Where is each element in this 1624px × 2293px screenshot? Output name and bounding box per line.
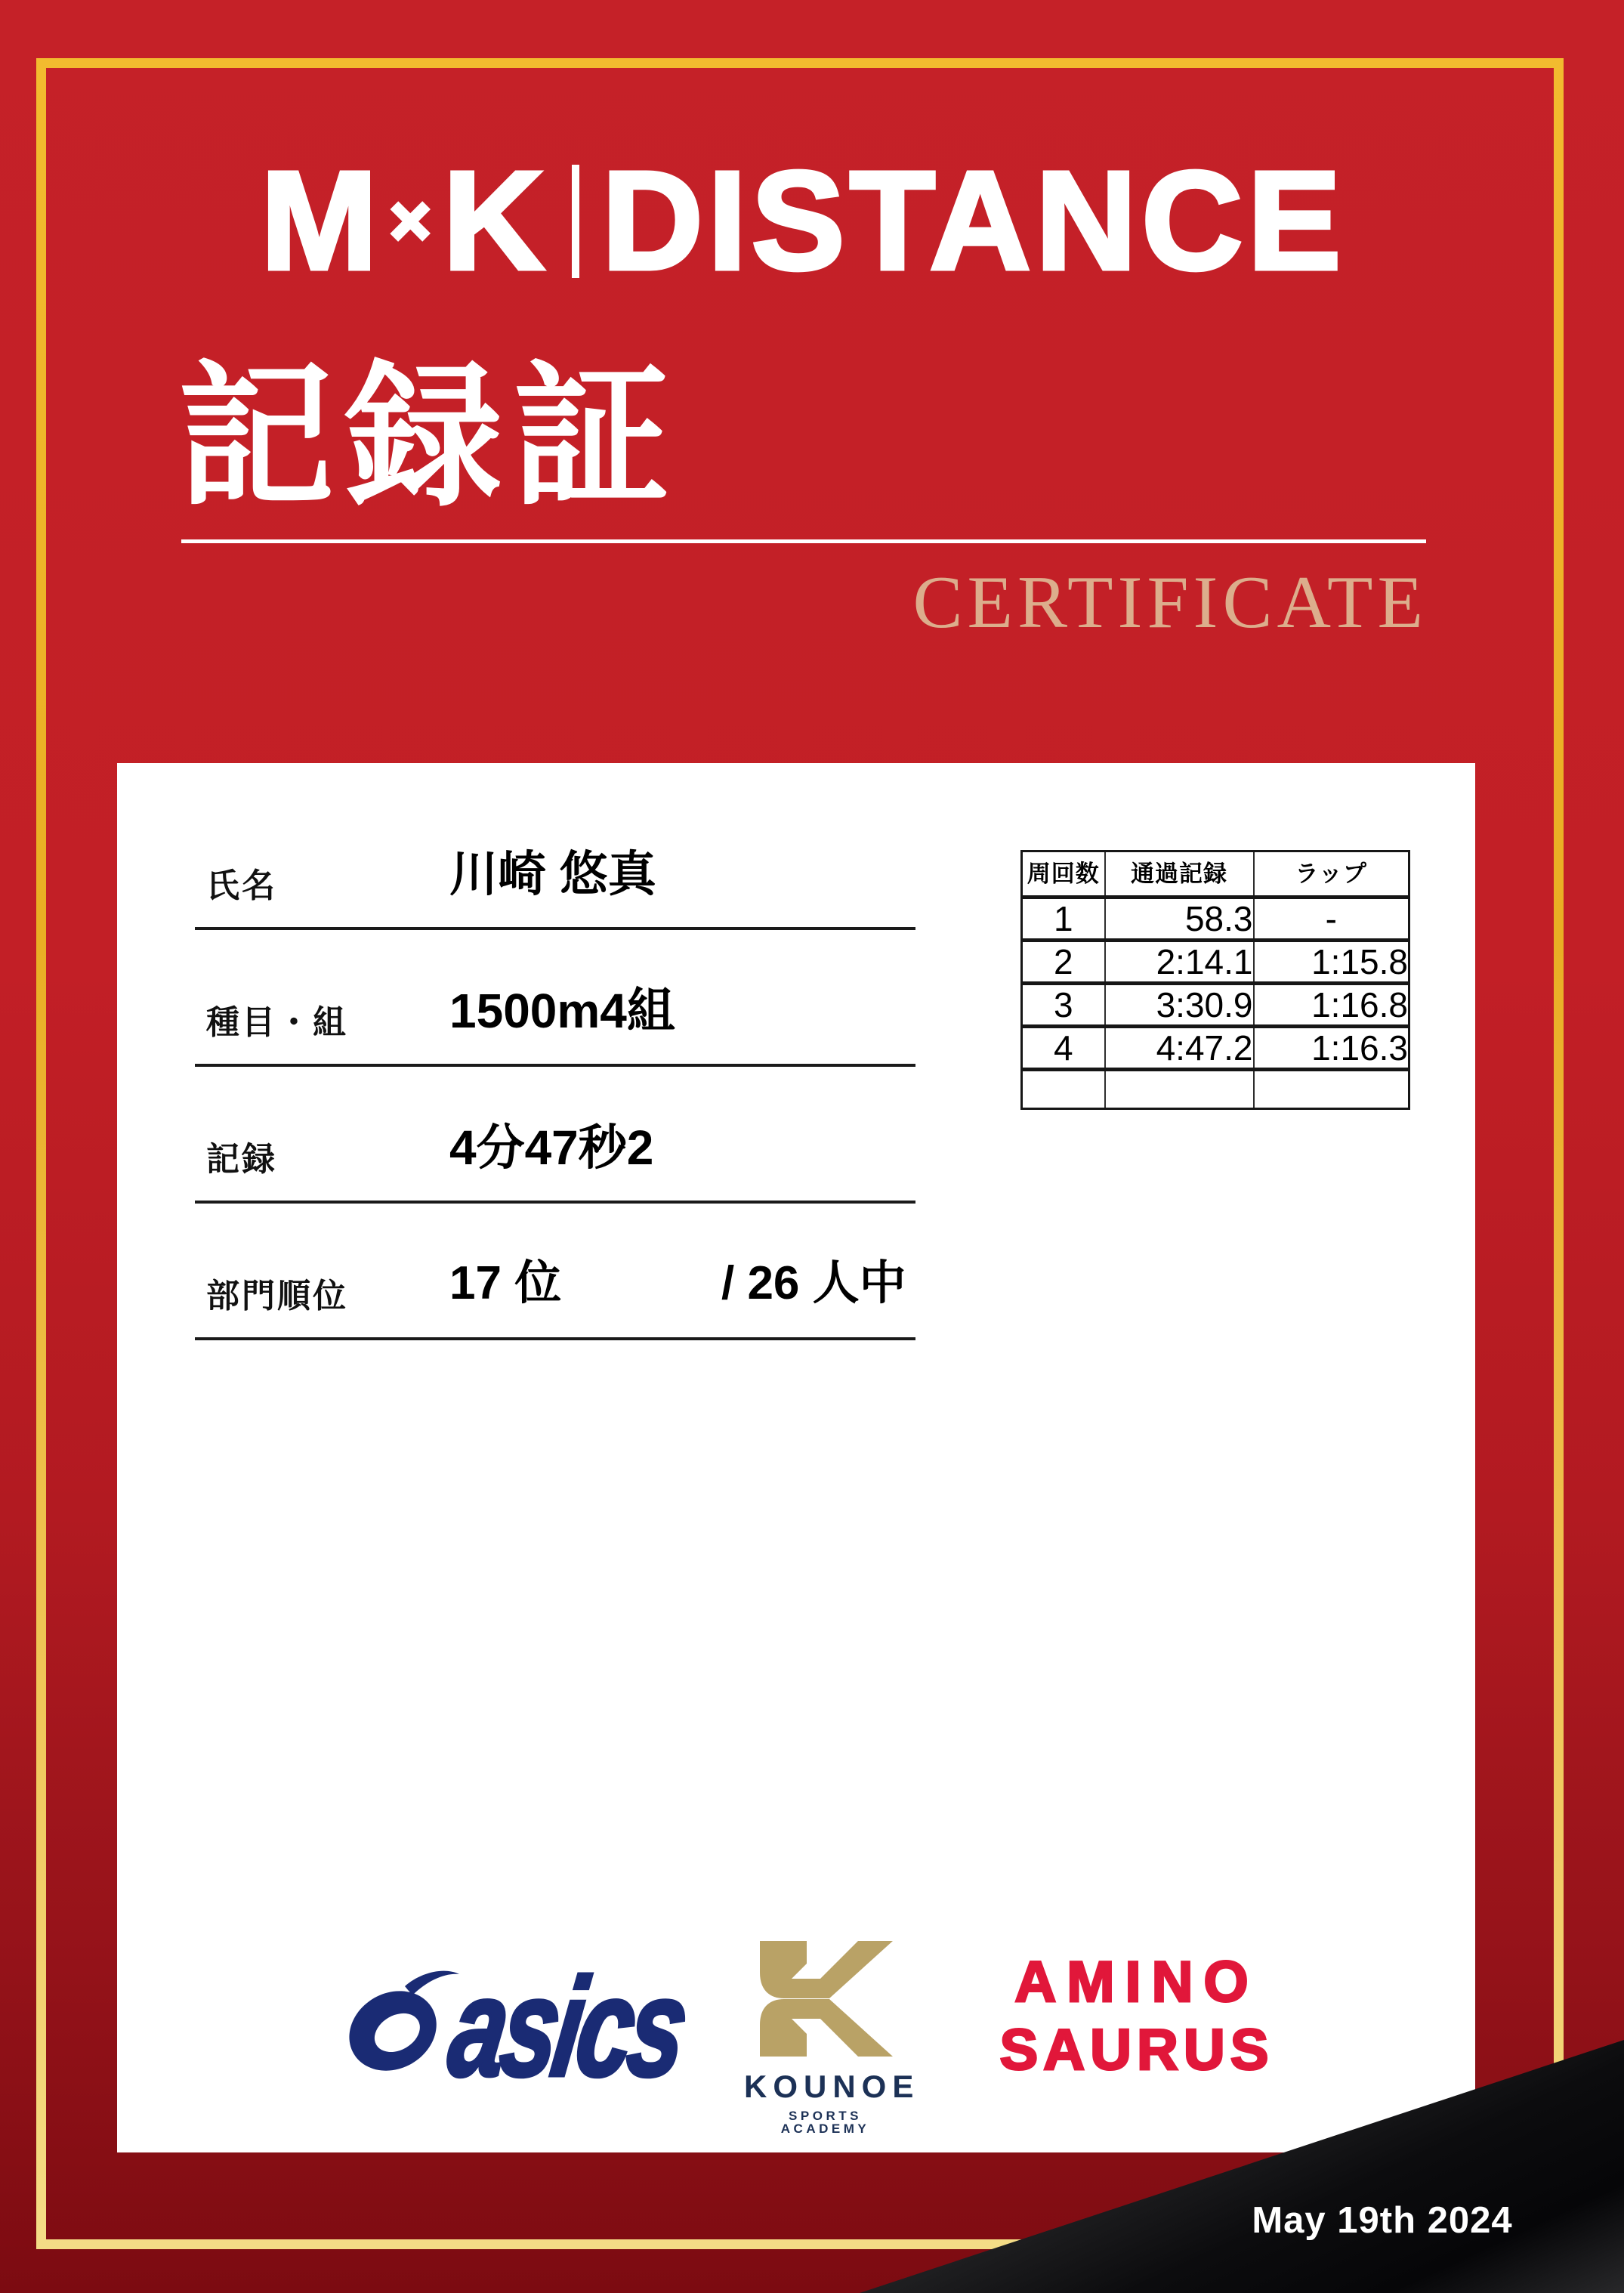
- name-value: 川崎 悠真: [449, 847, 656, 901]
- laptime-cell: 1:16.8: [1254, 984, 1409, 1027]
- page-title-en: CERTIFICATE: [912, 561, 1428, 644]
- lap-cell: 3: [1022, 984, 1105, 1027]
- split-cell: 2:14.1: [1105, 941, 1254, 984]
- split-cell: [1105, 1070, 1254, 1109]
- table-row: [1022, 1027, 1409, 1070]
- brand-times-icon: ×: [389, 181, 436, 260]
- asics-wordmark: asics: [440, 1950, 693, 2106]
- amino-saurus-logo: [986, 1950, 1288, 2083]
- table-row: [1022, 941, 1409, 984]
- amino-line1: AMINO: [1014, 1950, 1259, 2014]
- laptime-cell: -: [1254, 898, 1409, 941]
- name-underline: [195, 927, 915, 930]
- event-value: 1500m4組: [449, 984, 675, 1038]
- record-label: 記録: [206, 1141, 277, 1178]
- rank-label: 部門順位: [206, 1278, 348, 1315]
- certificate-card: [117, 763, 1475, 2152]
- event-underline: [195, 1064, 915, 1067]
- brand-part2: K: [443, 142, 549, 299]
- title-rule: [181, 539, 1426, 543]
- record-underline: [195, 1201, 915, 1204]
- lap-cell: 2: [1022, 941, 1105, 984]
- laptime-cell: [1254, 1070, 1409, 1109]
- kounoe-name: KOUNOE: [744, 2069, 920, 2104]
- split-cell: 58.3: [1105, 898, 1254, 941]
- split-header: 通過記録: [1105, 851, 1254, 898]
- lap-table: [1020, 850, 1410, 1110]
- table-row: [1022, 984, 1409, 1027]
- split-cell: 4:47.2: [1105, 1027, 1254, 1070]
- rank-value: 17 位: [449, 1257, 562, 1309]
- lap-count-header: 周回数: [1022, 851, 1105, 898]
- lap-cell: 4: [1022, 1027, 1105, 1070]
- lap-header: ラップ: [1254, 851, 1409, 898]
- brand-divider: [572, 165, 579, 278]
- lap-cell: 1: [1022, 898, 1105, 941]
- name-label: 氏名: [206, 867, 277, 904]
- rank-underline: [195, 1337, 915, 1340]
- kounoe-logo: [744, 1936, 920, 2136]
- brand-part1: M: [261, 142, 382, 299]
- lap-cell: [1022, 1070, 1105, 1109]
- brand-logo: [261, 142, 1346, 299]
- rank-out-of: / 26 人中: [721, 1257, 906, 1309]
- event-label: 種目・組: [206, 1004, 348, 1041]
- lap-table-header-row: [1022, 851, 1409, 898]
- brand-name: DISTANCE: [601, 142, 1346, 299]
- asics-logo: [338, 1950, 771, 2106]
- laptime-cell: 1:16.3: [1254, 1027, 1409, 1070]
- record-value: 4分47秒2: [449, 1120, 654, 1175]
- asics-spiral-icon: [338, 1970, 461, 2087]
- laptime-cell: 1:15.8: [1254, 941, 1409, 984]
- event-date: May 19th 2024: [1252, 2200, 1513, 2241]
- split-cell: 3:30.9: [1105, 984, 1254, 1027]
- page-title-jp: 記録証: [178, 351, 681, 525]
- kounoe-k-icon: [746, 1936, 905, 2061]
- table-row-empty: [1022, 1070, 1409, 1109]
- amino-line2: SAURUS: [999, 2018, 1274, 2083]
- table-row: [1022, 898, 1409, 941]
- kounoe-subtitle: SPORTS ACADEMY: [780, 2109, 870, 2136]
